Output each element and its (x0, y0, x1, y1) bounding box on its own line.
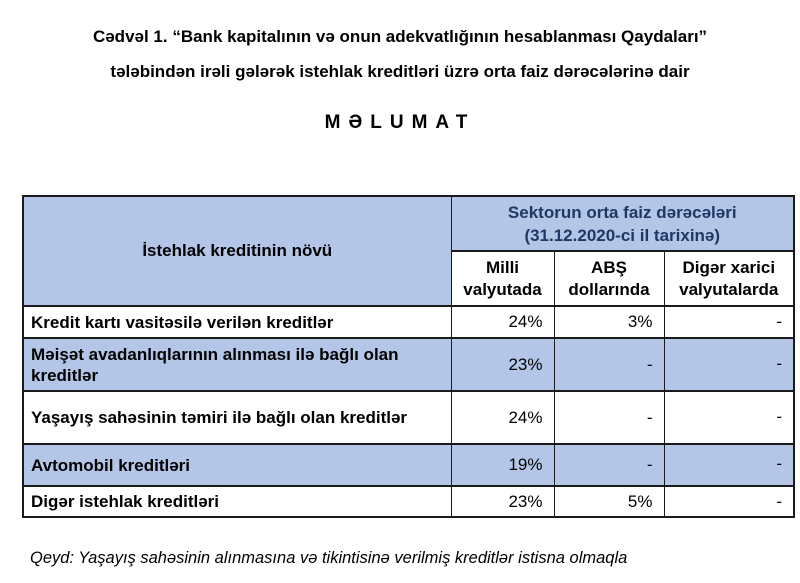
column-header-other-foreign-currency: Digər xarici valyutalarda (664, 251, 794, 306)
other-currency-value: - (664, 486, 794, 517)
table-row (23, 338, 794, 391)
row-label: Məişət avadanlıqlarının alınması ilə bağlı olan kreditlər (23, 338, 451, 391)
column-header-credit-type: İstehlak kreditinin növü (23, 196, 451, 306)
table-row (23, 306, 794, 338)
row-label: Kredit kartı vasitəsilə verilən kreditlər (23, 306, 451, 338)
row-label: Yaşayış sahəsinin təmiri ilə bağlı olan kreditlər (23, 391, 451, 444)
usd-value: - (554, 444, 664, 486)
usd-value: 3% (554, 306, 664, 338)
footnote: Qeyd: Yaşayış sahəsinin alınmasına və tikintisinə verilmiş kreditlər istisna olmaqla (30, 549, 628, 567)
table-row (23, 486, 794, 517)
other-currency-value: - (664, 444, 794, 486)
table-row (23, 391, 794, 444)
usd-value: 5% (554, 486, 664, 517)
heading-melumat: MƏLUMAT (324, 112, 476, 133)
row-label: Avtomobil kreditləri (23, 444, 451, 486)
row-label: Digər istehlak kreditləri (23, 486, 451, 517)
column-header-national-currency: Milli valyutada (451, 251, 554, 306)
table-header-row-1 (23, 196, 794, 251)
other-currency-value: - (664, 338, 794, 391)
usd-value: - (554, 338, 664, 391)
table-row (23, 444, 794, 486)
consumer-credit-rates-table (22, 195, 795, 518)
usd-value: - (554, 391, 664, 444)
national-currency-value: 24% (451, 306, 554, 338)
other-currency-value: - (664, 306, 794, 338)
national-currency-value: 19% (451, 444, 554, 486)
column-header-usd: ABŞ dollarında (554, 251, 664, 306)
column-group-header-sector-rates: Sektorun orta faiz dərəcələri (31.12.2020-ci il tarixinə) (451, 196, 794, 251)
other-currency-value: - (664, 391, 794, 444)
national-currency-value: 23% (451, 338, 554, 391)
title-line-2: tələbindən irəli gələrək istehlak kreditləri üzrə orta faiz dərəcələrinə dair (110, 62, 690, 81)
national-currency-value: 24% (451, 391, 554, 444)
title-line-1: Cədvəl 1. “Bank kapitalının və onun adekvatlığının hesablanması Qaydaları” (92, 27, 708, 46)
document-title (0, 0, 800, 82)
national-currency-value: 23% (451, 486, 554, 517)
